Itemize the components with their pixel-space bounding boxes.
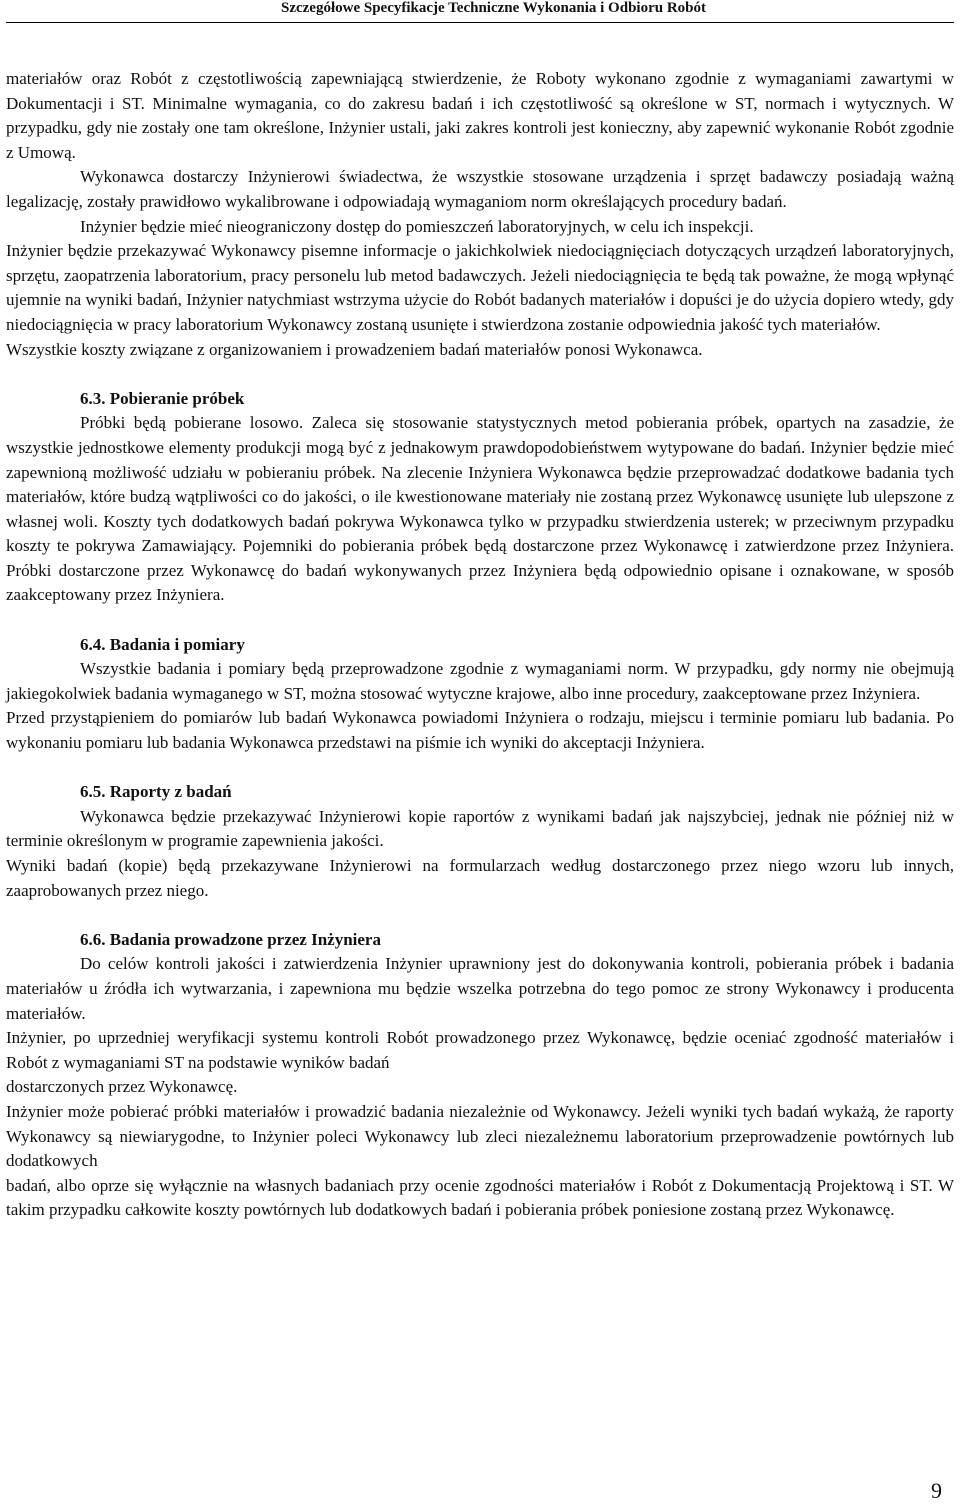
spacer xyxy=(6,903,954,928)
paragraph: Inżynier może pobierać próbki materiałów i prowadzić badania niezależnie od Wykonawcy. Jeżeli wyniki tych badań wykażą, że raporty Wykonawcy są niewiarygodne, to Inżynier poleci Wykonawcy lub zleci niezależnemu laboratorium przeprowadzenie powtórnych lub dodatkowych xyxy=(6,1101,954,1171)
paragraph: Próbki będą pobierane losowo. Zaleca się stosowanie statystycznych metod pobierania próbek, opartych na zasadzie, że wszystkie jednostkowe elementy produkcji mogą być z jednakowym prawdopodobieństwem wytypowane do badań. Inżynier będzie mieć zapewnioną możliwość udziału w pobieraniu próbek. Na zlecenie Inżyniera Wykonawca będzie przeprowadzać dodatkowe badania tych materiałów, które budzą wątpliwości co do jakości, o ile kwestionowane materiały nie zostaną przez Wykonawcę usunięte lub ulepszone z własnej woli. Koszty tych dodatkowych badań pokrywa Wykonawca tylko w przypadku stwierdzenia usterek; w przeciwnym przypadku koszty te pokrywa Zamawiający. Pojemniki do pobierania próbek będą dostarczone przez Wykonawcę i zatwierdzone przez Inżyniera. Próbki dostarczone przez Wykonawcę do badań wykonywanych przez Inżyniera będą odpowiednio opisane i oznakowane, w sposób zaakceptowany przez Inżyniera. xyxy=(6,413,954,605)
paragraph: Inżynier, po uprzedniej weryfikacji systemu kontroli Robót prowadzonego przez Wykonawcę, będzie oceniać zgodność materiałów i Robót z wymaganiami ST na podstawie wyników badań xyxy=(6,1028,954,1072)
paragraph: Inżynier będzie przekazywać Wykonawcy pisemne informacje o jakichkolwiek niedociągnięciach dotyczących urządzeń laboratoryjnych, sprzętu, zaopatrzenia laboratorium, pracy personelu lub metod badawczych. Jeżeli niedociągnięcia te będą tak poważne, że mogą wpłynąć ujemnie na wyniki badań, Inżynier natychmiast wstrzyma użycie do Robót badanych materiałów i dopuści je do użycia dopiero wtedy, gdy niedociągnięcia w pracy laboratorium Wykonawcy zostaną usunięte i stwierdzona zostanie odpowiednia jakość tych materiałów. xyxy=(6,241,954,334)
paragraph: dostarczonych przez Wykonawcę. xyxy=(6,1077,238,1097)
section-heading-6-4: 6.4. Badania i pomiary xyxy=(80,634,245,654)
paragraph: Do celów kontroli jakości i zatwierdzenia Inżynier uprawniony jest do dokonywania kontroli, pobierania próbek i badania materiałów u źródła ich wytwarzania, i zapewniona mu będzie wszelka potrzebna do tego pomoc ze strony Wykonawcy i producenta materiałów. xyxy=(6,954,954,1023)
paragraph: Przed przystąpieniem do pomiarów lub badań Wykonawca powiadomi Inżyniera o rodzaju, miejscu i terminie pomiaru lub badania. Po wykonaniu pomiaru lub badania Wykonawca przedstawi na piśmie ich wyniki do akceptacji Inżyniera. xyxy=(6,708,954,753)
paragraph: Wszystkie badania i pomiary będą przeprowadzone zgodnie z wymaganiami norm. W przypadku, gdy normy nie obejmują jakiegokolwiek badania wymaganego w ST, można stosować wytyczne krajowe, albo inne procedury, zaakceptowane przez Inżyniera. xyxy=(6,659,954,703)
paragraph: materiałów oraz Robót z częstotliwością zapewniającą stwierdzenie, że Roboty wykonano zgodnie z wymaganiami zawartymi w Dokumentacji i ST. Minimalne wymagania, co do zakresu badań i ich częstotliwość są określone w ST, normach i wytycznych. W przypadku, gdy nie zostały one tam określone, Inżynier ustali, jaki zakres kontroli jest konieczny, aby zapewnić wykonanie Robót zgodnie z Umową. xyxy=(6,69,954,162)
paragraph: Wszystkie koszty związane z organizowaniem i prowadzeniem badań materiałów ponosi Wykonawca. xyxy=(6,339,703,359)
section-heading-6-3: 6.3. Pobieranie próbek xyxy=(80,388,245,408)
header-rule xyxy=(6,22,954,23)
spacer xyxy=(6,362,954,387)
section-heading-6-5: 6.5. Raporty z badań xyxy=(80,782,232,802)
paragraph: Inżynier będzie mieć nieograniczony dostęp do pomieszczeń laboratoryjnych, w celu ich inspekcji. xyxy=(80,216,754,236)
page-header xyxy=(0,0,960,22)
paragraph: Wyniki badań (kopie) będą przekazywane Inżynierowi na formularzach według dostarczonego przez niego wzoru lub innych, zaaprobowanych przez niego. xyxy=(6,856,954,900)
paragraph: Wykonawca dostarczy Inżynierowi świadectwa, że wszystkie stosowane urządzenia i sprzęt badawczy posiadają ważną legalizację, zostały prawidłowo wykalibrowane i odpowiadają wymaganiom norm określających procedury badań. xyxy=(6,167,954,211)
header-title: Szczegółowe Specyfikacje Techniczne Wykonania i Odbioru Robót xyxy=(280,0,706,16)
document-body xyxy=(6,67,954,1223)
spacer xyxy=(6,608,954,633)
section-heading-6-6: 6.6. Badania prowadzone przez Inżyniera xyxy=(80,929,381,949)
spacer xyxy=(6,756,954,781)
paragraph: badań, albo oprze się wyłącznie na własnych badaniach przy ocenie zgodności materiałów i Robót z Dokumentacją Projektową i ST. W takim przypadku całkowite koszty powtórnych lub dodatkowych badań i pobierania próbek poniesione zostaną przez Wykonawcę. xyxy=(6,1175,954,1220)
paragraph: Wykonawca będzie przekazywać Inżynierowi kopie raportów z wynikami badań jak najszybciej, jednak nie później niż w terminie określonym w programie zapewnienia jakości. xyxy=(6,806,954,851)
page-number: 9 xyxy=(931,1478,942,1503)
